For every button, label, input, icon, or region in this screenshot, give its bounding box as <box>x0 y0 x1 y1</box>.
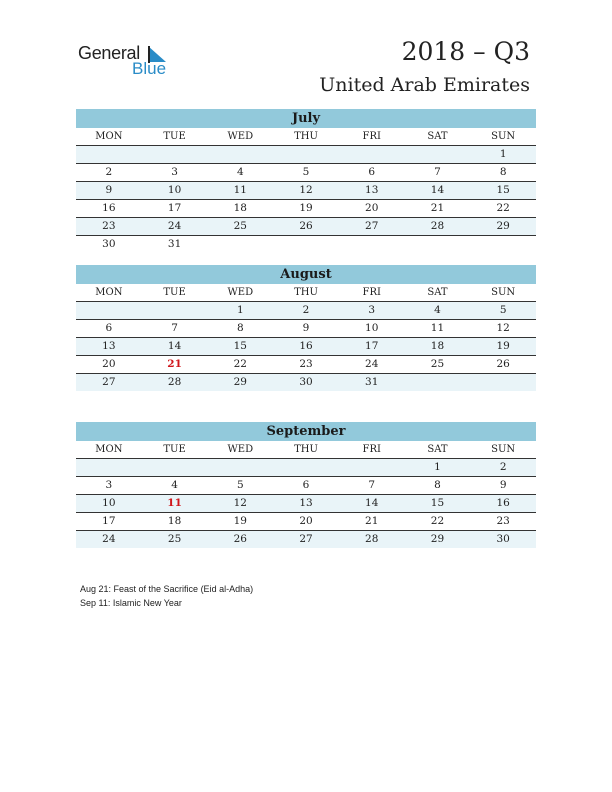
day-cell: 10 <box>365 322 379 334</box>
day-cell: 30 <box>496 533 510 545</box>
day-cell: 2 <box>499 461 507 473</box>
day-cell: 24 <box>365 358 379 370</box>
weekday-label: SUN <box>491 444 516 455</box>
day-cell: 20 <box>365 202 379 214</box>
day-cell: 22 <box>233 358 247 370</box>
week-row <box>76 302 536 320</box>
day-cell: 7 <box>434 166 441 178</box>
day-cell: 11 <box>167 497 182 509</box>
day-cell: 21 <box>430 202 445 214</box>
day-cell: 23 <box>496 515 510 527</box>
weekday-label: FRI <box>362 444 381 455</box>
day-cell <box>76 302 142 319</box>
day-cell: 13 <box>102 340 116 352</box>
day-cell: 27 <box>365 220 379 232</box>
day-cell: 4 <box>171 479 178 491</box>
day-cell: 4 <box>434 304 441 316</box>
day-cell <box>142 459 208 476</box>
day-cell: 25 <box>430 358 445 370</box>
day-cell: 7 <box>368 479 376 491</box>
day-cell: 19 <box>233 515 247 527</box>
day-cell: 17 <box>102 515 116 527</box>
weekday-label: SAT <box>427 131 448 142</box>
week-row <box>76 182 536 200</box>
day-cell: 2 <box>302 304 310 316</box>
week-row <box>76 513 536 531</box>
weekday-label: SUN <box>491 287 516 298</box>
month-name: September <box>76 422 536 441</box>
holiday-note: Aug 21: Feast of the Sacrifice (Eid al-Adha) <box>80 584 254 594</box>
page-title: 2018 – Q3 <box>401 37 530 66</box>
day-cell <box>273 146 339 163</box>
day-cell: 8 <box>499 166 507 178</box>
day-cell: 9 <box>302 322 310 334</box>
day-cell: 21 <box>167 358 182 370</box>
day-cell: 19 <box>496 340 510 352</box>
day-cell <box>470 236 536 253</box>
day-cell: 30 <box>102 238 116 250</box>
day-cell <box>207 459 273 476</box>
day-cell: 20 <box>102 358 116 370</box>
week-row <box>76 146 536 164</box>
weekday-label: WED <box>227 444 254 455</box>
country-name: United Arab Emirates <box>319 74 530 96</box>
weekday-label: MON <box>95 131 123 142</box>
weekday-header-row <box>76 128 536 146</box>
day-cell: 28 <box>167 376 182 388</box>
day-cell: 18 <box>233 202 247 214</box>
day-cell: 9 <box>105 184 113 196</box>
day-cell: 17 <box>365 340 379 352</box>
day-cell <box>405 374 471 391</box>
day-cell: 27 <box>102 376 116 388</box>
week-row <box>76 320 536 338</box>
day-cell <box>142 302 208 319</box>
day-cell: 23 <box>299 358 313 370</box>
day-cell <box>405 146 471 163</box>
day-cell: 1 <box>236 304 244 316</box>
week-row <box>76 356 536 374</box>
holiday-note: Sep 11: Islamic New Year <box>80 598 182 608</box>
day-cell: 23 <box>102 220 116 232</box>
day-cell: 13 <box>365 184 379 196</box>
day-cell <box>273 459 339 476</box>
day-cell: 29 <box>430 533 445 545</box>
day-cell: 10 <box>167 184 182 196</box>
day-cell: 14 <box>167 340 182 352</box>
day-cell: 22 <box>430 515 445 527</box>
day-cell: 16 <box>299 340 313 352</box>
day-cell: 5 <box>302 166 310 178</box>
weekday-header-row <box>76 284 536 302</box>
month-july <box>76 109 536 253</box>
day-cell: 18 <box>430 340 445 352</box>
day-cell: 25 <box>233 220 247 232</box>
week-row <box>76 338 536 356</box>
weekday-label: TUE <box>163 287 186 298</box>
day-cell: 4 <box>236 166 244 178</box>
day-cell: 30 <box>299 376 313 388</box>
week-row <box>76 200 536 218</box>
day-cell: 31 <box>167 238 182 250</box>
day-cell <box>339 459 405 476</box>
weekday-label: MON <box>95 287 123 298</box>
brand-logo <box>78 43 188 79</box>
day-cell: 2 <box>105 166 113 178</box>
day-cell <box>76 146 142 163</box>
month-september <box>76 422 536 548</box>
day-cell: 12 <box>299 184 313 196</box>
week-row <box>76 236 536 253</box>
month-name: July <box>76 109 536 128</box>
day-cell: 3 <box>368 304 376 316</box>
day-cell: 20 <box>299 515 313 527</box>
day-cell: 16 <box>102 202 116 214</box>
day-cell <box>207 236 273 253</box>
day-cell: 8 <box>434 479 441 491</box>
weekday-label: FRI <box>362 131 381 142</box>
day-cell: 14 <box>430 184 445 196</box>
day-cell: 15 <box>233 340 247 352</box>
week-row <box>76 374 536 391</box>
day-cell: 6 <box>105 322 113 334</box>
day-cell: 26 <box>299 220 313 232</box>
day-cell: 18 <box>167 515 182 527</box>
day-cell: 22 <box>496 202 510 214</box>
weekday-label: WED <box>227 131 254 142</box>
day-cell: 27 <box>299 533 313 545</box>
week-row <box>76 531 536 548</box>
weekday-label: THU <box>294 287 318 298</box>
weekday-label: TUE <box>163 444 186 455</box>
day-cell: 31 <box>365 376 379 388</box>
weekday-header-row <box>76 441 536 459</box>
day-cell: 15 <box>496 184 510 196</box>
day-cell: 7 <box>171 322 178 334</box>
day-cell: 14 <box>365 497 379 509</box>
logo-text-blue: Blue <box>132 59 167 78</box>
day-cell: 12 <box>233 497 247 509</box>
day-cell: 1 <box>499 148 507 160</box>
weekday-label: THU <box>294 131 318 142</box>
weekday-label: TUE <box>163 131 186 142</box>
day-cell: 26 <box>233 533 247 545</box>
day-cell: 16 <box>496 497 510 509</box>
day-cell: 9 <box>499 479 507 491</box>
day-cell: 12 <box>496 322 510 334</box>
day-cell: 29 <box>496 220 510 232</box>
weekday-label: WED <box>227 287 254 298</box>
day-cell <box>142 146 208 163</box>
week-row <box>76 495 536 513</box>
day-cell: 19 <box>299 202 313 214</box>
day-cell: 24 <box>102 533 116 545</box>
day-cell: 5 <box>236 479 244 491</box>
day-cell: 11 <box>430 322 445 334</box>
weekday-label: MON <box>95 444 123 455</box>
day-cell <box>273 236 339 253</box>
weekday-label: THU <box>294 444 318 455</box>
week-row <box>76 164 536 182</box>
day-cell: 26 <box>496 358 510 370</box>
day-cell: 5 <box>499 304 507 316</box>
day-cell <box>339 146 405 163</box>
month-name: August <box>76 265 536 284</box>
day-cell: 3 <box>105 479 113 491</box>
day-cell: 24 <box>167 220 182 232</box>
day-cell: 1 <box>434 461 441 473</box>
weekday-label: SAT <box>427 287 448 298</box>
day-cell: 28 <box>430 220 445 232</box>
weekday-label: SAT <box>427 444 448 455</box>
day-cell <box>470 374 536 391</box>
day-cell: 17 <box>167 202 182 214</box>
day-cell <box>339 236 405 253</box>
week-row <box>76 218 536 236</box>
weekday-label: FRI <box>362 287 381 298</box>
day-cell <box>207 146 273 163</box>
day-cell: 10 <box>102 497 116 509</box>
logo-text-general: General <box>78 43 140 63</box>
day-cell: 21 <box>365 515 379 527</box>
day-cell: 25 <box>167 533 182 545</box>
day-cell <box>405 236 471 253</box>
day-cell: 28 <box>365 533 379 545</box>
day-cell: 15 <box>430 497 445 509</box>
day-cell <box>76 459 142 476</box>
day-cell: 11 <box>233 184 247 196</box>
holiday-notes <box>80 582 253 610</box>
day-cell: 29 <box>233 376 247 388</box>
month-august <box>76 265 536 391</box>
day-cell: 6 <box>368 166 376 178</box>
day-cell: 13 <box>299 497 313 509</box>
week-row <box>76 477 536 495</box>
day-cell: 8 <box>236 322 244 334</box>
week-row <box>76 459 536 477</box>
day-cell: 6 <box>302 479 310 491</box>
day-cell: 3 <box>171 166 178 178</box>
weekday-label: SUN <box>491 131 516 142</box>
